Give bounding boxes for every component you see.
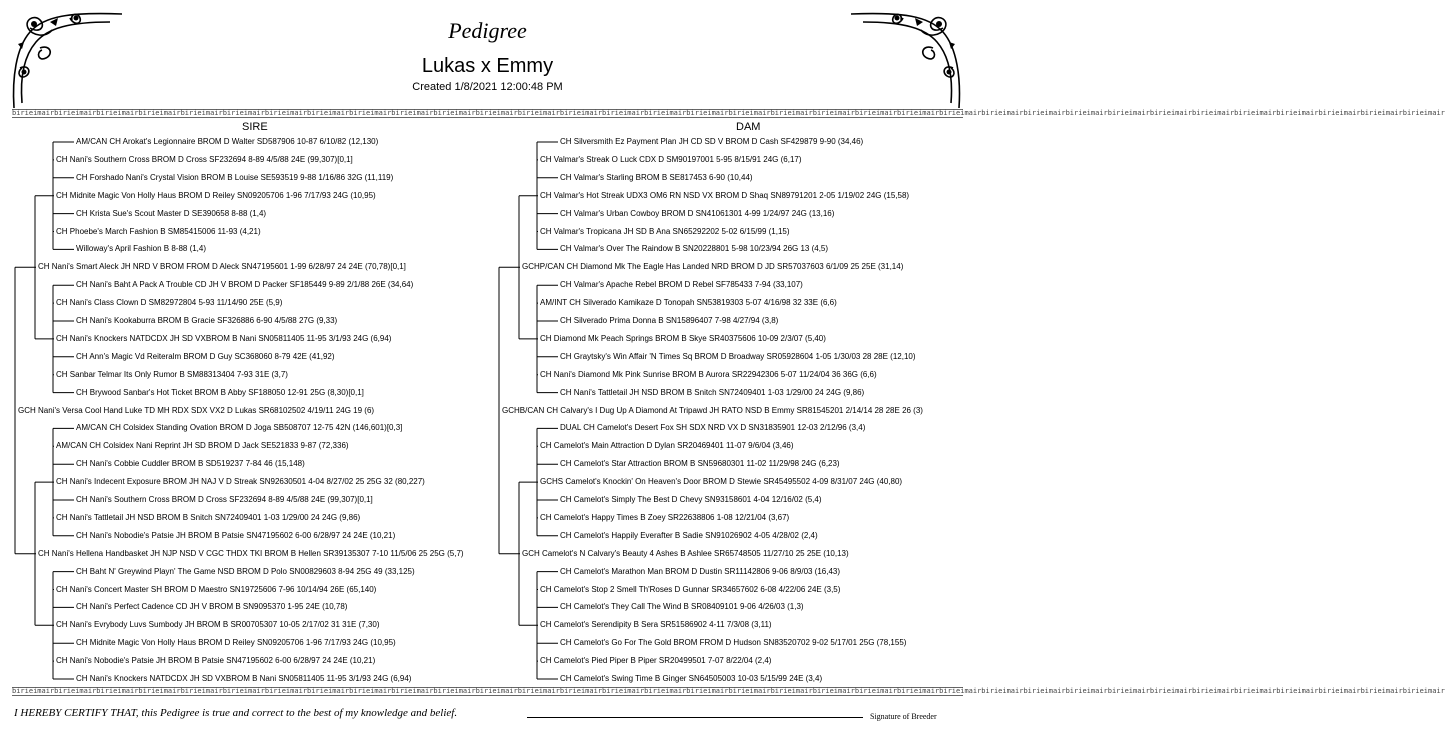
- dam-entry: GCH Camelot's N Calvary's Beauty 4 Ashes B Ashlee SR65748505 11/27/10 25 25E (10,13): [522, 548, 849, 558]
- dam-entry: CH Graytsky's Win Affair 'N Times Sq BROM D Broadway SR05928604 1-05 1/30/03 28 28E (12,10): [560, 351, 916, 361]
- dam-entry: CH Camelot's Marathon Man BROM D Dustin SR11142806 9-06 8/9/03 (16,43): [560, 566, 841, 576]
- dam-entry: CH Valmar's Apache Rebel BROM D Rebel SF785433 7-94 (33,107): [560, 280, 803, 290]
- dam-entry: CH Valmar's Hot Streak UDX3 OM6 RN NSD VX BROM D Shaq SN89791201 2-05 1/19/02 24G (15,58): [540, 190, 910, 200]
- dam-entry: CH Camelot's They Call The Wind B SR08409101 9-06 4/26/03 (1,3): [560, 602, 804, 612]
- sire-entry: CH Nani's Baht A Pack A Trouble CD JH V BROM D Packer SF185449 9-89 2/1/88 26E (34,64): [76, 280, 414, 290]
- sire-entry: CH Midnite Magic Von Holly Haus BROM D Reiley SN09205706 1-96 7/17/93 24G (10,95): [76, 638, 396, 648]
- sire-column-header: SIRE: [242, 121, 268, 133]
- dam-entry: CH Camelot's Main Attraction D Dylan SR20469401 11-07 9/6/04 (3,46): [540, 441, 794, 451]
- dam-entry: CH Silverado Prima Donna B SN15896407 7-98 4/27/94 (3,8): [560, 316, 779, 325]
- sire-entry: CH Nani's Cobbie Cuddler BROM B SD519237 7-84 46 (15,148): [76, 459, 305, 469]
- sire-entry: AM/CAN CH Colsidex Nani Reprint JH SD BROM D Jack SE521833 9-87 (72,336): [56, 441, 349, 451]
- sire-entry: CH Nani's Nobodie's Patsie JH BROM B Patsie SN47195602 6-00 6/28/97 24 24E (10,21): [56, 656, 376, 666]
- decorative-band-bottom: birieimairbirieimairbirieimairbirieimairbirieimairbirieimairbirieimairbirieimairbirieimairbirieimairbirieimairbirieimairbirieimairbirieimairbirieimairbirieimairbirieimairbirieimairbirieimairbirieimairbirieimairbirieimairbirieimairbirieimairbirieimairbirieimairbirieimairbirieimairbirieimairbirieimairbirieimairbirieimairbirieimairbirieimair: [12, 687, 1445, 695]
- page-title: Pedigree: [448, 18, 527, 43]
- dam-entry: CH Nani's Diamond Mk Pink Sunrise BROM B Aurora SR22942306 5-07 11/24/04 36 36G (6,6): [540, 369, 877, 379]
- sire-entry: CH Nani's Knockers NATDCDX JH SD VXBROM B Nani SN05811405 11-95 3/1/93 24G (6,94): [76, 674, 412, 683]
- dam-entry: GCHS Camelot's Knockin' On Heaven's Door BROM D Stewie SR45495502 4-09 8/31/07 24G (40,80): [540, 477, 903, 487]
- dam-entry: CH Camelot's Simply The Best D Chevy SN93158601 4-04 12/16/02 (5,4): [560, 495, 822, 504]
- sire-entry: CH Sanbar Telmar Its Only Rumor B SM88313404 7-93 31E (3,7): [56, 369, 288, 379]
- sire-entry: CH Nani's Hellena Handbasket JH NJP NSD V CGC THDX TKI BROM B Hellen SR39135307 7-10 11/5/06 25 25G (5,7): [38, 548, 464, 558]
- sire-entry: CH Nani's Tattletail JH NSD BROM B Snitch SN72409401 1-03 1/29/00 24 24G (9,86): [56, 512, 361, 522]
- dam-entry: CH Diamond Mk Peach Springs BROM B Skye SR40375606 10-09 2/3/07 (5,40): [540, 333, 826, 343]
- sire-entry: CH Nani's Knockers NATDCDX JH SD VXBROM B Nani SN05811405 11-95 3/1/93 24G (6,94): [56, 333, 392, 343]
- certification-statement: I HEREBY CERTIFY THAT, this Pedigree is true and correct to the best of my knowledge and belief.: [14, 707, 458, 719]
- sire-entry: CH Nani's Class Clown D SM82972804 5-93 11/14/90 25E (5,9): [56, 298, 283, 308]
- sire-entry: Willoway's April Fashion B 8-88 (1,4): [76, 244, 207, 254]
- sire-entry: CH Nani's Smart Aleck JH NRD V BROM FROM D Aleck SN47195601 1-99 6/28/97 24 24E (70,78)[0,1]: [38, 262, 406, 272]
- sire-entry: AM/CAN CH Colsidex Standing Ovation BROM D Joga SB508707 12-75 42N (146,601)[0,3]: [76, 423, 403, 433]
- sire-entry: GCH Nani's Versa Cool Hand Luke TD MH RDX SDX VX2 D Lukas SR68102502 4/19/11 24G 19 (6): [18, 405, 375, 415]
- dam-entry: CH Camelot's Swing Time B Ginger SN64505003 10-03 5/15/99 24E (3,4): [560, 674, 823, 683]
- sire-entry: CH Baht N' Greywind Playn' The Game NSD BROM D Polo SN00829603 8-94 25G 49 (33,125): [76, 566, 415, 576]
- dam-entry: CH Valmar's Tropicana JH SD B Ana SN65292202 5-02 6/15/99 (1,15): [540, 226, 790, 236]
- dam-entry: CH Valmar's Streak O Luck CDX D SM90197001 5-95 8/15/91 24G (6,17): [540, 154, 802, 164]
- dam-entry: CH Valmar's Urban Cowboy BROM D SN41061301 4-99 1/24/97 24G (13,16): [560, 208, 835, 218]
- sire-entry: CH Midnite Magic Von Holly Haus BROM D Reiley SN09205706 1-96 7/17/93 24G (10,95): [56, 190, 376, 200]
- litter-names: Lukas x Emmy: [421, 55, 554, 77]
- signature-label: Signature of Breeder: [870, 712, 937, 721]
- sire-entry: CH Nani's Evrybody Luvs Sumbody JH BROM B SR00705307 10-05 2/17/02 31 31E (7,30): [56, 620, 380, 630]
- signature-line: [527, 717, 863, 718]
- dam-column-header: DAM: [736, 121, 761, 133]
- sire-entry: AM/CAN CH Arokat's Legionnaire BROM D Walter SD587906 10-87 6/10/82 (12,130): [76, 137, 379, 146]
- sire-entry: CH Forshado Nani's Crystal Vision BROM B Louise SE593519 9-88 1/16/86 32G (11,119): [76, 172, 394, 182]
- dam-entry: AM/INT CH Silverado Kamikaze D Tonopah SN53819303 5-07 4/16/98 32 33E (6,6): [540, 298, 837, 308]
- sire-entry: CH Krista Sue's Scout Master D SE390658 8-88 (1,4): [76, 208, 267, 218]
- dam-entry: CH Camelot's Serendipity B Sera SR51586902 4-11 7/3/08 (3,11): [540, 620, 772, 630]
- sire-entry: CH Nani's Nobodie's Patsie JH BROM B Patsie SN47195602 6-00 6/28/97 24 24E (10,21): [76, 530, 396, 540]
- sire-entry: CH Nani's Southern Cross BROM D Cross SF232694 8-89 4/5/88 24E (99,307)[0,1]: [76, 495, 373, 504]
- dam-entry: CH Nani's Tattletail JH NSD BROM B Snitch SN72409401 1-03 1/29/00 24 24G (9,86): [560, 387, 865, 397]
- dam-entry: GCHB/CAN CH Calvary's I Dug Up A Diamond At Tripawd JH RATO NSD B Emmy SR81545201 2/14/14 28 28E 26 (3): [502, 405, 923, 415]
- sire-entry: CH Nani's Indecent Exposure BROM JH NAJ V D Streak SN92630501 4-04 8/27/02 25 25G 32 (80,227): [56, 477, 425, 487]
- dam-entry: GCHP/CAN CH Diamond Mk The Eagle Has Landed NRD BROM D JD SR57037603 6/1/09 25 25E (31,14): [522, 262, 904, 272]
- dam-entry: CH Camelot's Go For The Gold BROM FROM D Hudson SN83520702 9-02 5/17/01 25G (78,155): [560, 638, 907, 648]
- dam-entry: DUAL CH Camelot's Desert Fox SH SDX NRD VX D SN31835901 12-03 2/12/96 (3,4): [560, 423, 866, 433]
- dam-entry: CH Camelot's Pied Piper B Piper SR20499501 7-07 8/22/04 (2,4): [540, 656, 772, 666]
- sire-entry: CH Nani's Southern Cross BROM D Cross SF232694 8-89 4/5/88 24E (99,307)[0,1]: [56, 154, 353, 164]
- dam-entry: CH Camelot's Star Attraction BROM B SN59680301 11-02 11/29/98 24G (6,23): [560, 459, 840, 469]
- decorative-band-top: birieimairbirieimairbirieimairbirieimairbirieimairbirieimairbirieimairbirieimairbirieimairbirieimairbirieimairbirieimairbirieimairbirieimairbirieimairbirieimairbirieimairbirieimairbirieimairbirieimairbirieimairbirieimairbirieimairbirieimairbirieimairbirieimairbirieimairbirieimairbirieimairbirieimairbirieimairbirieimairbirieimairbirieimair: [12, 109, 1445, 117]
- sire-entry: CH Nani's Kookaburra BROM B Gracie SF326886 6-90 4/5/88 27G (9,33): [76, 316, 338, 325]
- dam-entry: CH Camelot's Stop 2 Smell Th'Roses D Gunnar SR34657602 6-08 4/22/06 24E (3,5): [540, 584, 841, 594]
- dam-entry: CH Silversmith Ez Payment Plan JH CD SD V BROM D Cash SF429879 9-90 (34,46): [560, 137, 864, 146]
- dam-entry: CH Valmar's Starling BROM B SE817453 6-90 (10,44): [560, 172, 753, 182]
- dam-entry: CH Valmar's Over The Raindow B SN20228801 5-98 10/23/94 26G 13 (4,5): [560, 244, 829, 254]
- dam-entry: CH Camelot's Happy Times B Zoey SR22638806 1-08 12/21/04 (3,67): [540, 512, 790, 522]
- dam-entry: CH Camelot's Happily Everafter B Sadie SN91026902 4-05 4/28/02 (2,4): [560, 530, 818, 540]
- sire-entry: CH Brywood Sanbar's Hot Ticket BROM B Abby SF188050 12-91 25G (8,30)[0,1]: [76, 387, 364, 397]
- sire-entry: CH Ann's Magic Vd Reiteralm BROM D Guy SC368060 8-79 42E (41,92): [76, 351, 335, 361]
- created-timestamp: Created 1/8/2021 12:00:48 PM: [412, 81, 563, 93]
- sire-entry: CH Phoebe's March Fashion B SM85415006 11-93 (4,21): [56, 226, 261, 236]
- sire-entry: CH Nani's Perfect Cadence CD JH V BROM B SN9095370 1-95 24E (10,78): [76, 602, 348, 612]
- sire-entry: CH Nani's Concert Master SH BROM D Maestro SN19725606 7-96 10/14/94 26E (65,140): [56, 584, 377, 594]
